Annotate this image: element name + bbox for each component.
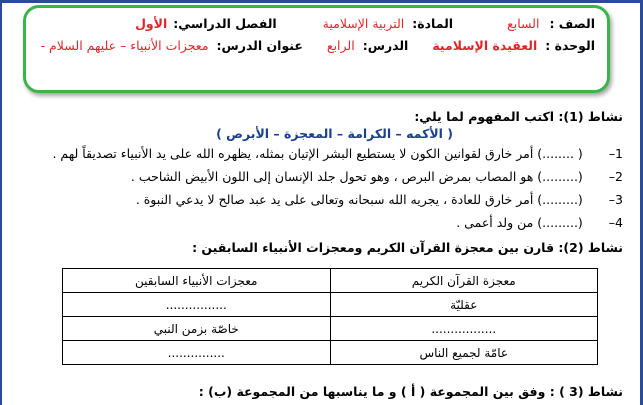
- item-number: 2–: [608, 169, 623, 184]
- table-cell: ...............: [63, 341, 331, 365]
- item-text: (.........) أمر خارق للعادة ، يجريه الله سبحانه وتعالى على يد عبد صالح لا يدعي النبوة .: [135, 192, 583, 207]
- lesson-value: الرابع: [326, 38, 355, 53]
- item-number: 3–: [608, 192, 623, 207]
- item-text: (.........) من ولد أعمى .: [456, 215, 583, 230]
- item-number: 4–: [608, 215, 623, 230]
- header-box: [23, 5, 610, 93]
- item-text: (.........) هو المصاب بمرض البرص ، وهو تحول جلد الإنسان إلى اللون الأبيض الشاحب .: [130, 169, 583, 184]
- lesson-title-value: معجزات الأنبياء – عليهم السلام -: [40, 38, 209, 53]
- table-header-prophets: معجزات الأنبياء السابقين: [63, 269, 331, 293]
- table-row: [63, 293, 598, 317]
- subject-value: التربية الإسلامية: [322, 16, 405, 31]
- table-header-quran: معجزة القرآن الكريم: [330, 269, 598, 293]
- semester-label: الفصل الدراسي:: [173, 16, 277, 31]
- comparison-table: [62, 268, 598, 365]
- item-number: 1–: [608, 146, 623, 161]
- unit-label: الوحدة :: [545, 38, 595, 53]
- table-row: [63, 317, 598, 341]
- lesson-title-label: عنوان الدرس:: [216, 38, 303, 53]
- header-row-1: [135, 16, 595, 31]
- page-border-left: [0, 0, 2, 405]
- lesson-label: الدرس:: [362, 38, 409, 53]
- list-item: [131, 169, 623, 184]
- semester-value: الأول: [135, 16, 168, 31]
- table-cell: خاصّة بزمن النبي: [63, 317, 331, 341]
- activity1-title: نشاط (1): اكتب المفهوم لما يلي:: [414, 109, 623, 124]
- table-cell: عامّة لجميع الناس: [330, 341, 598, 365]
- table-cell: عقليّة: [330, 293, 598, 317]
- list-item: [52, 146, 623, 161]
- list-item: [136, 192, 623, 207]
- table-row: [63, 341, 598, 365]
- table-cell: ................: [63, 293, 331, 317]
- page-border-top: [0, 0, 643, 3]
- item-text: ( ........) أمر خارق لقوانين الكون لا يستطيع البشر الإتيان بمثله، يظهره الله على يد الأنبياء تصديقاً لهم .: [52, 146, 583, 161]
- grade-value: السابع: [507, 16, 540, 31]
- header-row-2: [41, 38, 595, 53]
- list-item: [456, 215, 623, 230]
- table-cell: .................: [330, 317, 598, 341]
- table-header-row: [63, 269, 598, 293]
- subject-label: المادة:: [412, 16, 454, 31]
- activity3-title: نشاط (3 ) : وفق بين المجموعة ( أ ) و ما يناسبها من المجموعة (ب) :: [198, 384, 623, 399]
- activity2-title: نشاط (2): قارن بين معجزة القرآن الكريم ومعجزات الأنبياء السابقين :: [192, 240, 623, 255]
- grade-label: الصف :: [549, 16, 595, 31]
- activity1-options: ( الأكمه – الكرامة – المعجزة – الأبرص ): [216, 126, 453, 141]
- unit-value: العقيدة الإسلامية: [432, 38, 538, 53]
